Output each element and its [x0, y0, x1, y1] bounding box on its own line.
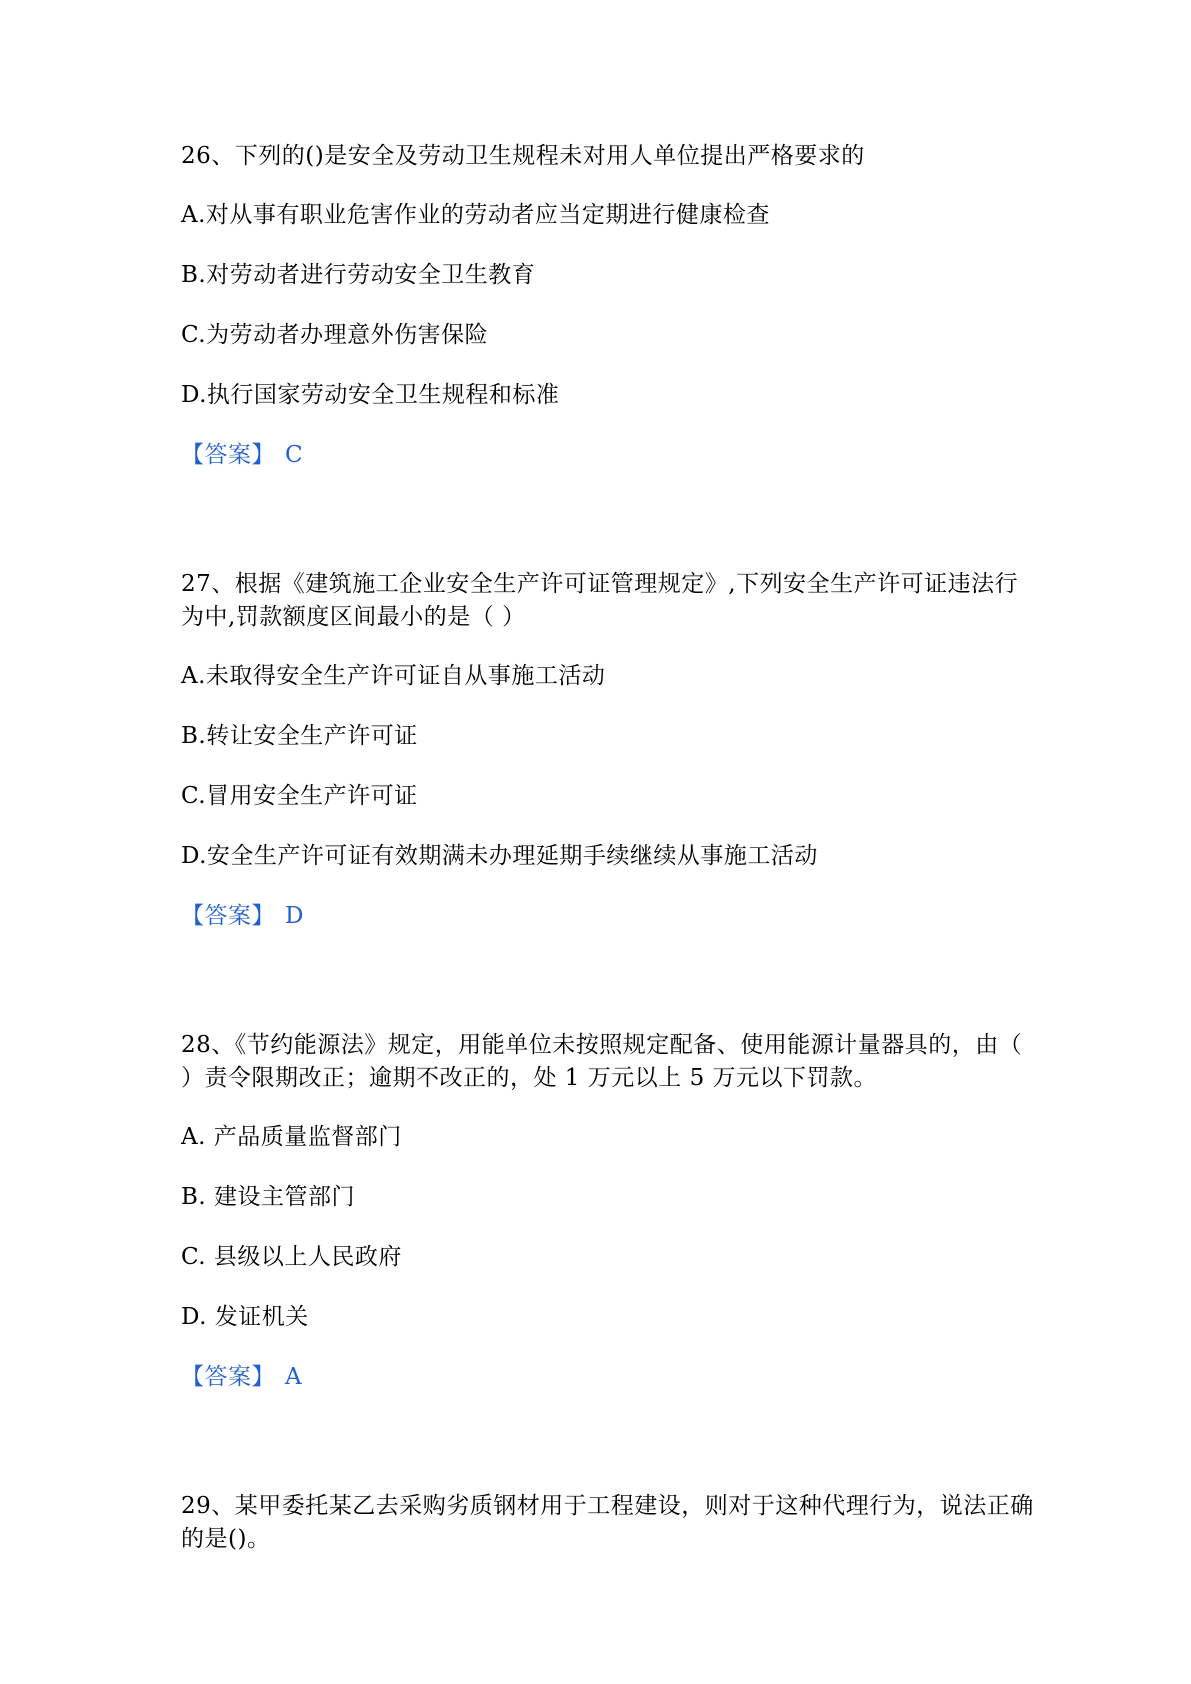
- answer-label: 【答案】: [181, 1364, 275, 1390]
- spacer: [181, 472, 1041, 568]
- option-c: C.为劳动者办理意外伤害保险: [181, 322, 489, 348]
- answer-label: 【答案】: [181, 903, 275, 929]
- option-c: C.冒用安全生产许可证: [181, 783, 418, 809]
- question-28: [181, 1029, 1041, 1394]
- option-b: B. 建设主管部门: [181, 1184, 356, 1210]
- answer-value: A: [285, 1364, 303, 1390]
- answer: [181, 439, 1041, 472]
- option-c: C. 县级以上人民政府: [181, 1244, 402, 1270]
- question-title: 29、某甲委托某乙去采购劣质钢材用于工程建设，则对于这种代理行为，说法正确的是()。: [181, 1493, 1034, 1552]
- answer-value: D: [285, 903, 304, 929]
- option-d: D.安全生产许可证有效期满未办理延期手续继续从事施工活动: [181, 843, 818, 869]
- answer: [181, 900, 1041, 933]
- question-26: [181, 140, 1041, 472]
- option-b: B.转让安全生产许可证: [181, 723, 418, 749]
- answer: [181, 1361, 1041, 1394]
- option-d: D.执行国家劳动安全卫生规程和标准: [181, 382, 560, 408]
- question-27: [181, 568, 1041, 933]
- spacer: [181, 933, 1041, 1029]
- option-a: A. 产品质量监督部门: [181, 1124, 402, 1150]
- answer-label: 【答案】: [181, 442, 275, 468]
- question-title: 28、《节约能源法》规定，用能单位未按照规定配备、使用能源计量器具的，由（ ）责令限期改正；逾期不改正的，处 1 万元以上 5 万元以下罚款。: [181, 1032, 1023, 1091]
- question-29: [181, 1490, 1041, 1556]
- answer-value: C: [285, 442, 304, 468]
- option-b: B.对劳动者进行劳动安全卫生教育: [181, 262, 536, 288]
- option-a: A.对从事有职业危害作业的劳动者应当定期进行健康检查: [181, 202, 770, 228]
- document-page: [181, 140, 1041, 1582]
- question-title: 26、下列的()是安全及劳动卫生规程未对用人单位提出严格要求的: [181, 143, 865, 169]
- question-title: 27、根据《建筑施工企业安全生产许可证管理规定》,下列安全生产许可证违法行为中,罚款额度区间最小的是（ ）: [181, 571, 1019, 630]
- option-a: A.未取得安全生产许可证自从事施工活动: [181, 663, 606, 689]
- spacer: [181, 1394, 1041, 1490]
- option-d: D. 发证机关: [181, 1304, 309, 1330]
